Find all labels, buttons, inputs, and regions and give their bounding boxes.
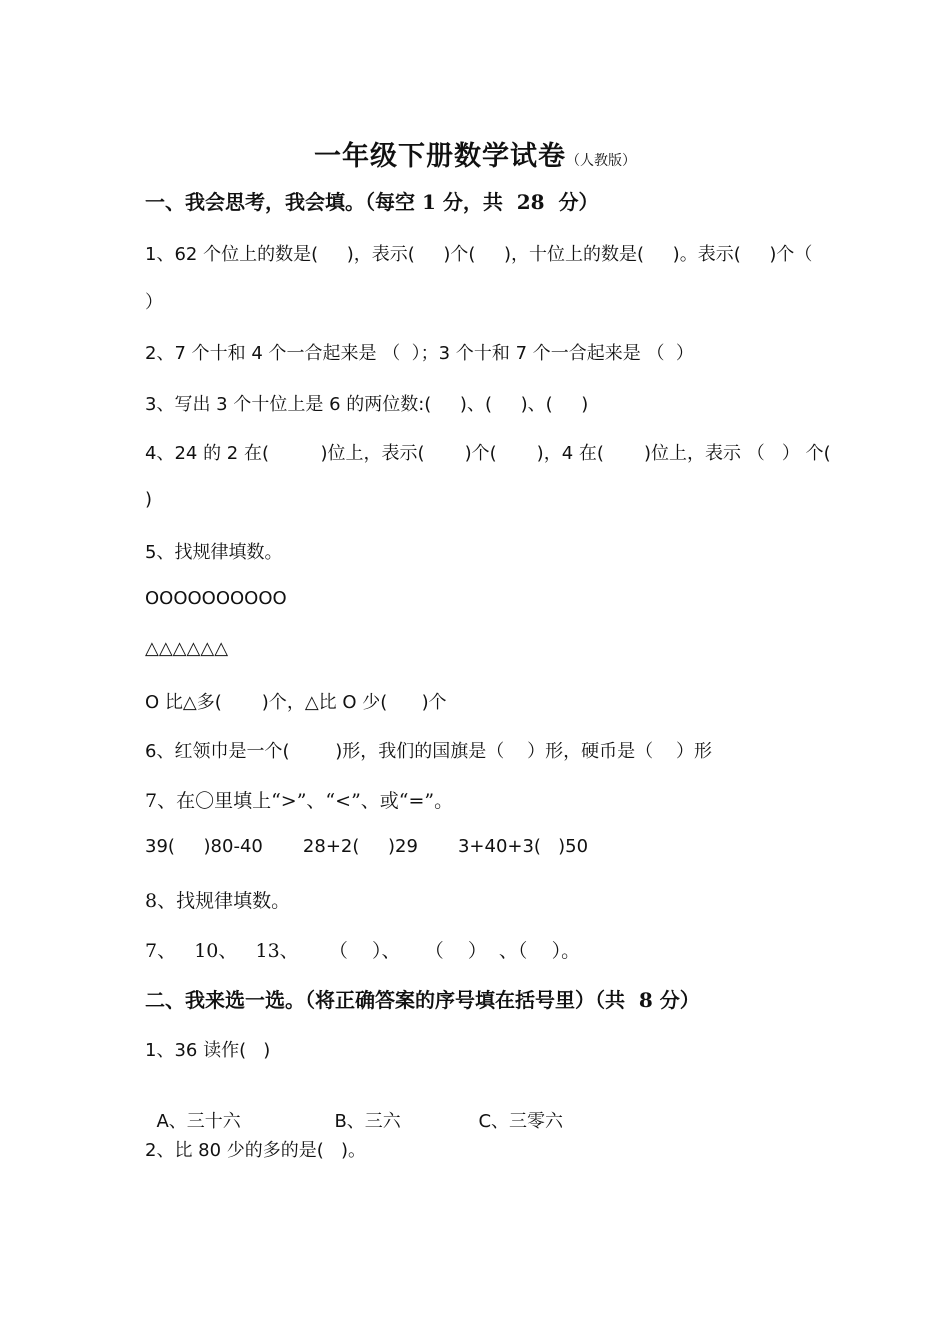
question-6: 6、红领巾是一个( )形，我们的国旗是（ ）形，硬币是（ ）形 xyxy=(145,741,713,762)
question-3: 3、写出 3 个十位上是 6 的两位数:( )、( )、( ) xyxy=(145,394,589,415)
question-7: 7、在〇里填上“>”、“<”、或“=”。 xyxy=(145,790,454,812)
exam-title-block xyxy=(0,134,950,173)
question-8-sequence: 7、 10、 13、 （ ）、 （ ） 、（ ）。 xyxy=(145,940,581,962)
question-5-compare: O 比△多( )个，△比 O 少( )个 xyxy=(145,692,447,713)
question-4-continued: ) xyxy=(145,489,153,510)
choice-question-1: 1、36 读作( ) xyxy=(145,1040,271,1061)
question-4: 4、24 的 2 在( )位上，表示( )个( )，4 在( )位上，表示 （ ） 个( xyxy=(145,443,831,464)
question-2: 2、7 个十和 4 个一合起来是 （ ）；3 个十和 7 个一合起来是 （ ） xyxy=(145,343,694,364)
exam-title: 一年级下册数学试卷 xyxy=(314,141,566,172)
option-c: C、三零六 xyxy=(478,1111,564,1132)
section-2-heading: 二、我来选一选。（将正确答案的序号填在括号里）（共 8 分） xyxy=(145,988,700,1012)
question-1: 1、62 个位上的数是( )，表示( )个( )，十位上的数是( )。表示( )个（ xyxy=(145,244,813,265)
section-1-heading: 一、我会思考，我会填。（每空 1 分，共 28 分） xyxy=(145,190,599,214)
choice-question-1-options xyxy=(145,1086,563,1133)
question-5-triangles: △△△△△△ xyxy=(145,638,229,659)
question-5: 5、找规律填数。 xyxy=(145,542,283,563)
choice-question-2: 2、比 80 少的多的是( )。 xyxy=(145,1140,367,1161)
question-8: 8、找规律填数。 xyxy=(145,890,291,912)
exam-title-edition: （人教版） xyxy=(566,153,636,169)
option-a: A、三十六 xyxy=(156,1111,241,1132)
option-b: B、三六 xyxy=(334,1111,401,1132)
question-5-circles: OOOOOOOOOO xyxy=(145,588,287,609)
question-1-continued: ） xyxy=(145,292,163,313)
question-7-items: 39( )80-40 28+2( )29 3+40+3( )50 xyxy=(145,836,589,857)
